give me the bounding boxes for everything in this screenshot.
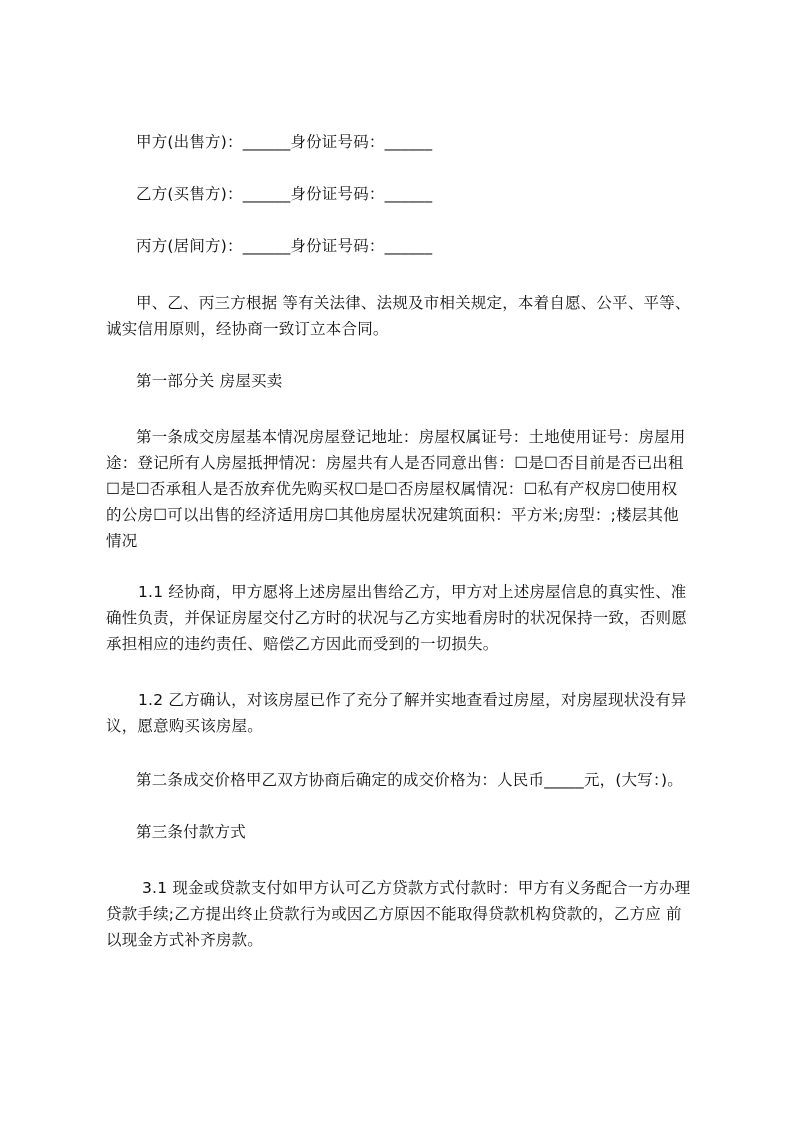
clause-1-1-line: 1.1 经协商，甲方愿将上述房屋出售给乙方，甲方对上述房屋信息的真实性、准 [138, 583, 687, 601]
article-three-title: 第三条付款方式 [136, 823, 246, 841]
clause-1-1-line: 承担相应的违约责任、赔偿乙方因此而受到的一切损失。 [106, 635, 499, 653]
article-one-line: 途：登记所有人房屋抵押情况：房屋共有人是否同意出售：☐是☐否目前是否已出租 [106, 454, 684, 472]
part-one-title: 第一部分关 房屋买卖 [136, 372, 283, 390]
preamble-line: 诚实信用原则，经协商一致订立本合同。 [106, 320, 389, 338]
party-broker-line: 丙方(居间方)：______身份证号码：______ [136, 237, 433, 255]
clause-3-1-line: 贷款手续;乙方提出终止贷款行为或因乙方原因不能取得贷款机构贷款的，乙方应 前 [106, 905, 682, 923]
article-one-line: 的公房☐可以出售的经济适用房☐其他房屋状况建筑面积：平方米;房型：;楼层其他 [106, 506, 679, 524]
article-one-line: ☐是☐否承租人是否放弃优先购买权☐是☐否房屋权属情况：☐私有产权房☐使用权 [106, 480, 678, 498]
clause-1-1-line: 确性负责，并保证房屋交付乙方时的状况与乙方实地看房时的状况保持一致，否则愿 [106, 609, 687, 627]
clause-3-1-line: 以现金方式补齐房款。 [106, 931, 264, 949]
party-seller-line: 甲方(出售方)：______身份证号码：______ [136, 133, 433, 151]
article-one-line: 情况 [106, 532, 138, 550]
clause-3-1-line: 3.1 现金或贷款支付如甲方认可乙方贷款方式付款时：甲方有义务配合一方办理 [142, 879, 691, 897]
clause-1-2-line: 1.2 乙方确认，对该房屋已作了充分了解并实地查看过房屋，对房屋现状没有异 [138, 691, 687, 709]
clause-1-2-line: 议，愿意购买该房屋。 [106, 717, 264, 735]
article-one-line: 第一条成交房屋基本情况房屋登记地址：房屋权属证号：土地使用证号：房屋用 [136, 428, 686, 446]
party-buyer-line: 乙方(买售方)：______身份证号码：______ [136, 185, 433, 203]
article-two-line: 第二条成交价格甲乙双方协商后确定的成交价格为：人民币_____元，(大写：)。 [136, 771, 683, 789]
preamble-line: 甲、乙、丙三方根据 等有关法律、法规及市相关规定，本着自愿、公平、平等、 [136, 294, 691, 312]
